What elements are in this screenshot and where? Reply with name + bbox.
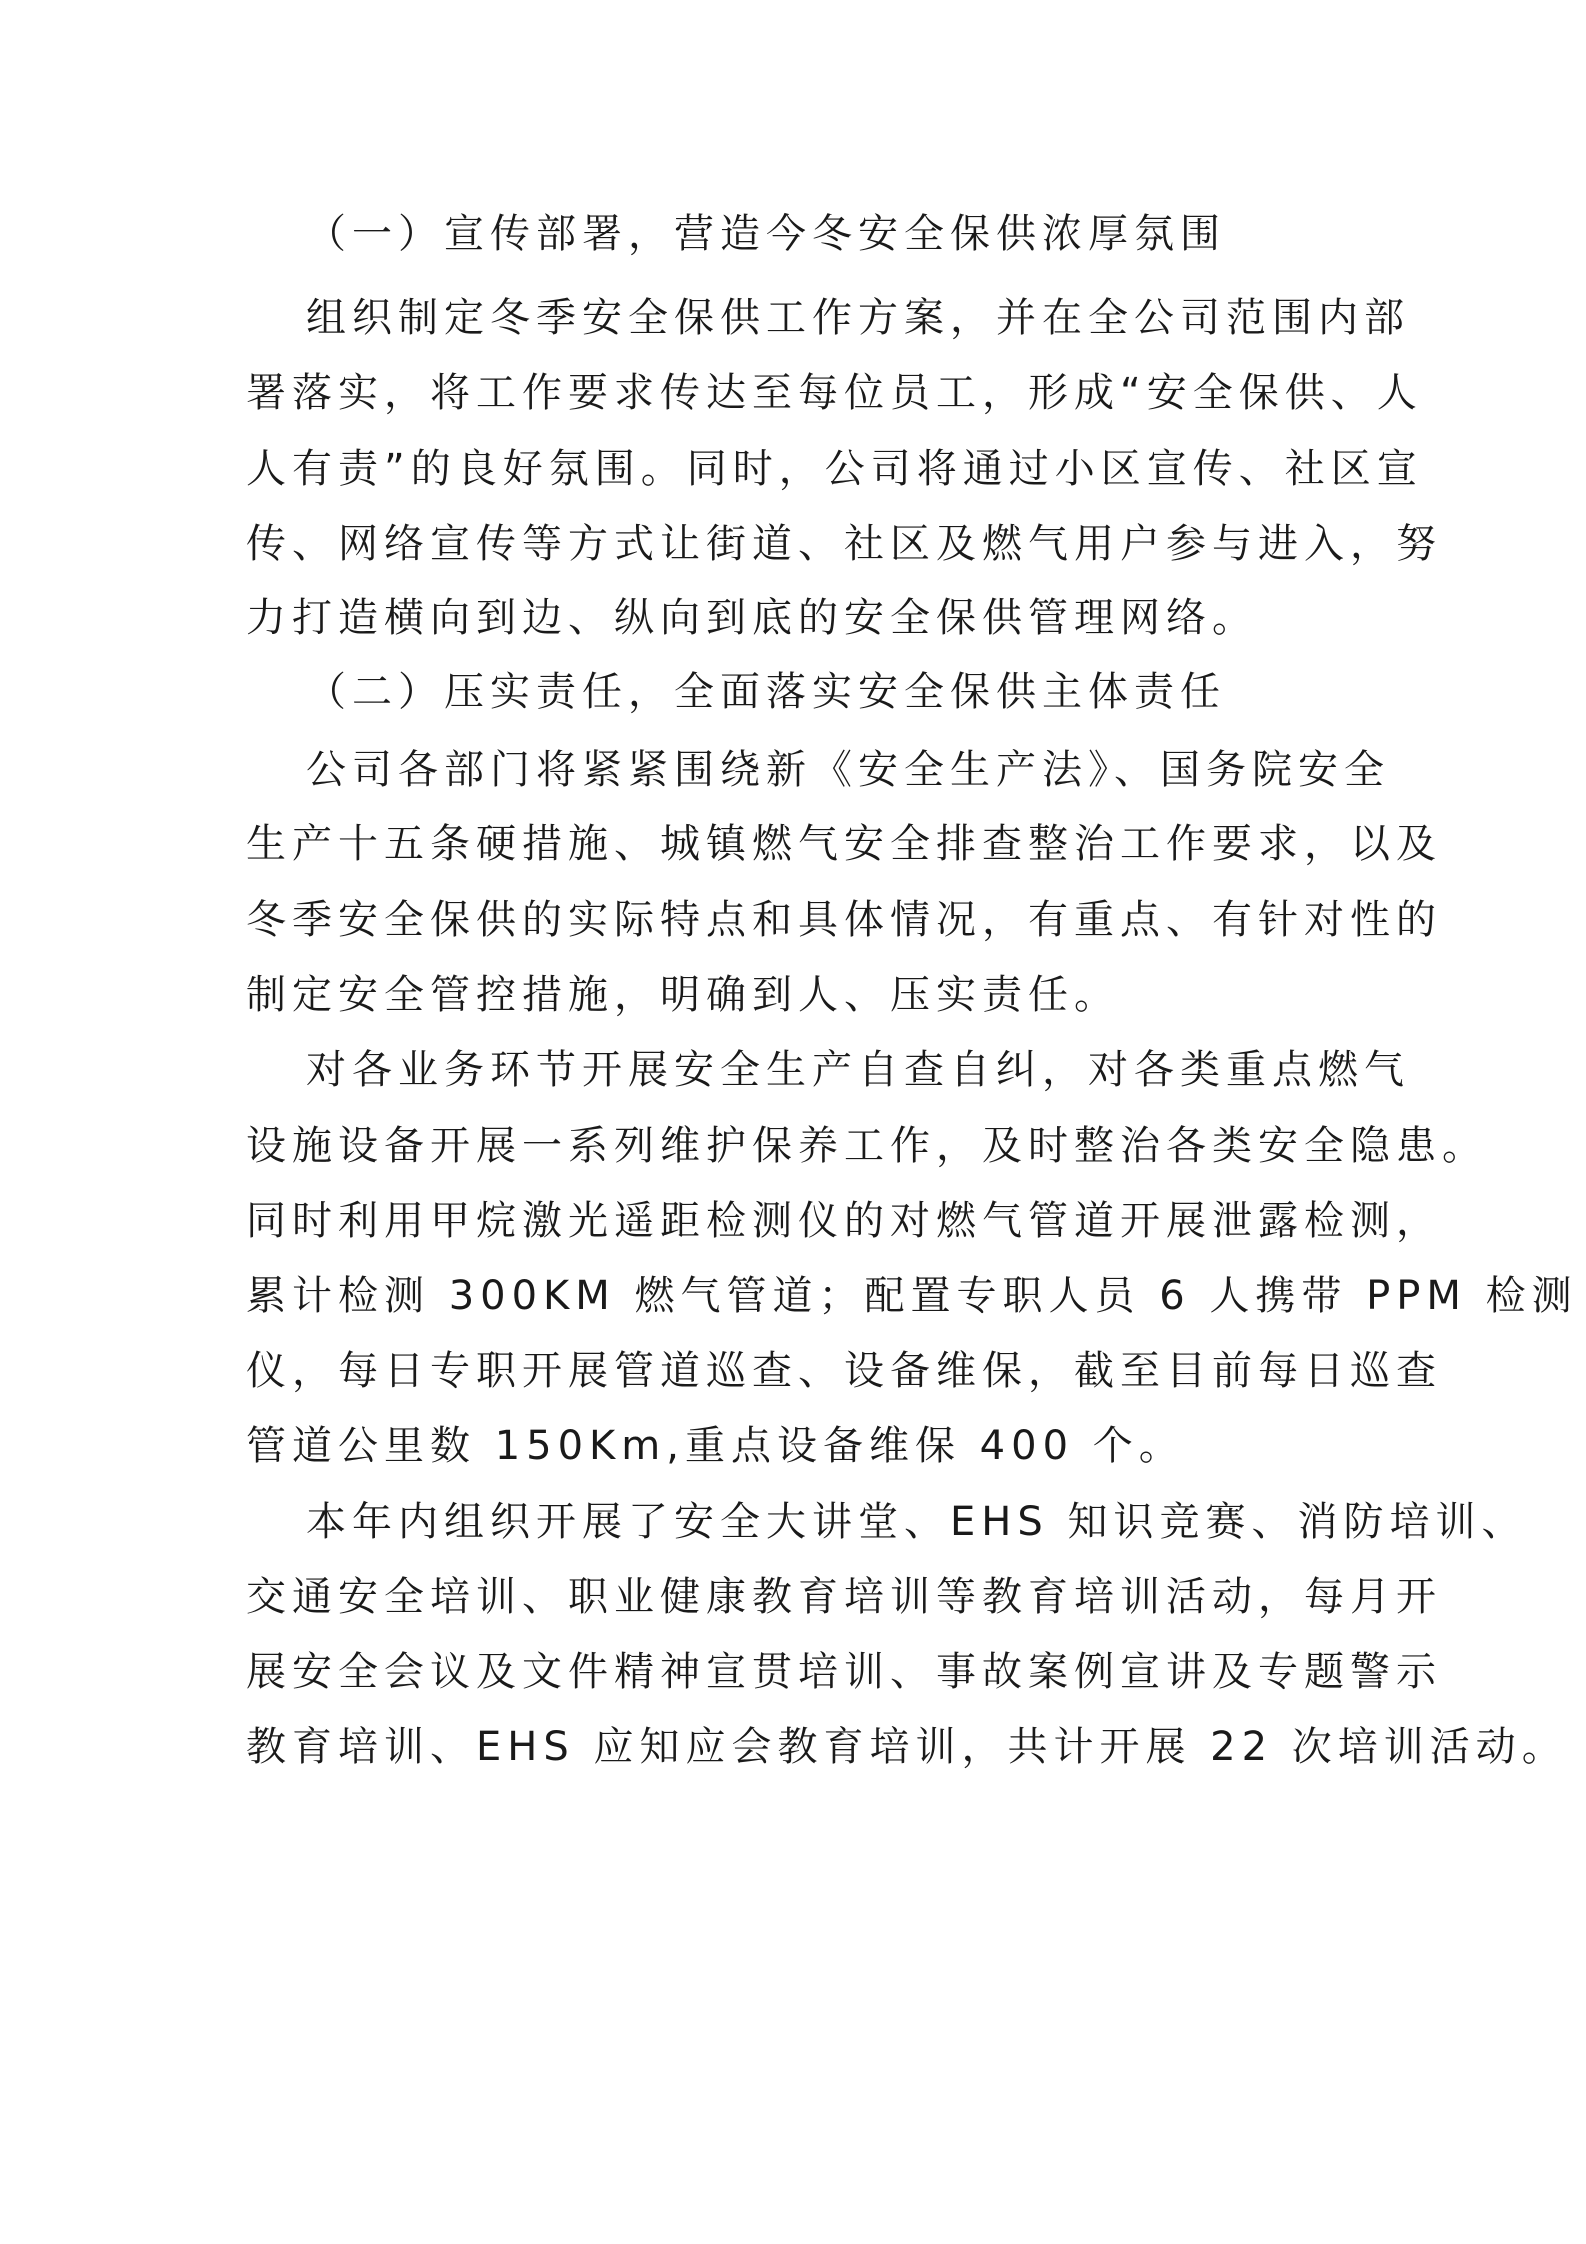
- paragraph-line: 署落实，将工作要求传达至每位员工，形成“安全保供、人: [246, 370, 1423, 416]
- paragraph-line: 设施设备开展一系列维护保养工作，及时整治各类安全隐患。: [246, 1123, 1488, 1169]
- paragraph-line: 对各业务环节开展安全生产自查自纠，对各类重点燃气: [306, 1047, 1410, 1093]
- paragraph-line: 冬季安全保供的实际特点和具体情况，有重点、有针对性的: [246, 897, 1442, 943]
- section-heading-2: （二）压实责任，全面落实安全保供主体责任: [306, 669, 1226, 715]
- paragraph-line: 力打造横向到边、纵向到底的安全保供管理网络。: [246, 595, 1258, 641]
- paragraph-line: 仪，每日专职开展管道巡查、设备维保，截至目前每日巡查: [246, 1348, 1442, 1394]
- paragraph-line: 公司各部门将紧紧围绕新《安全生产法》、国务院安全: [306, 747, 1390, 793]
- paragraph-line: 累计检测 300KM 燃气管道；配置专职人员 6 人携带 PPM 检测: [246, 1273, 1578, 1319]
- section-heading-1: （一）宣传部署，营造今冬安全保供浓厚氛围: [306, 211, 1226, 257]
- paragraph-line: 管道公里数 150Km,重点设备维保 400 个。: [246, 1423, 1185, 1469]
- paragraph-line: 同时利用甲烷激光遥距检测仪的对燃气管道开展泄露检测，: [246, 1198, 1442, 1244]
- paragraph-line: 教育培训、EHS 应知应会教育培训，共计开展 22 次培训活动。: [246, 1724, 1568, 1770]
- paragraph-line: 交通安全培训、职业健康教育培训等教育培训活动，每月开: [246, 1574, 1442, 1620]
- paragraph-line: 传、网络宣传等方式让街道、社区及燃气用户参与进入，努: [246, 521, 1442, 567]
- paragraph-line: 生产十五条硬措施、城镇燃气安全排查整治工作要求，以及: [246, 821, 1442, 867]
- paragraph-line: 组织制定冬季安全保供工作方案，并在全公司范围内部: [306, 295, 1410, 341]
- paragraph-line: 制定安全管控措施，明确到人、压实责任。: [246, 972, 1120, 1018]
- paragraph-line: 展安全会议及文件精神宣贯培训、事故案例宣讲及专题警示: [246, 1649, 1442, 1695]
- paragraph-line: 本年内组织开展了安全大讲堂、EHS 知识竞赛、消防培训、: [306, 1499, 1528, 1545]
- paragraph-line: 人有责”的良好氛围。同时，公司将通过小区宣传、社区宣: [246, 446, 1423, 492]
